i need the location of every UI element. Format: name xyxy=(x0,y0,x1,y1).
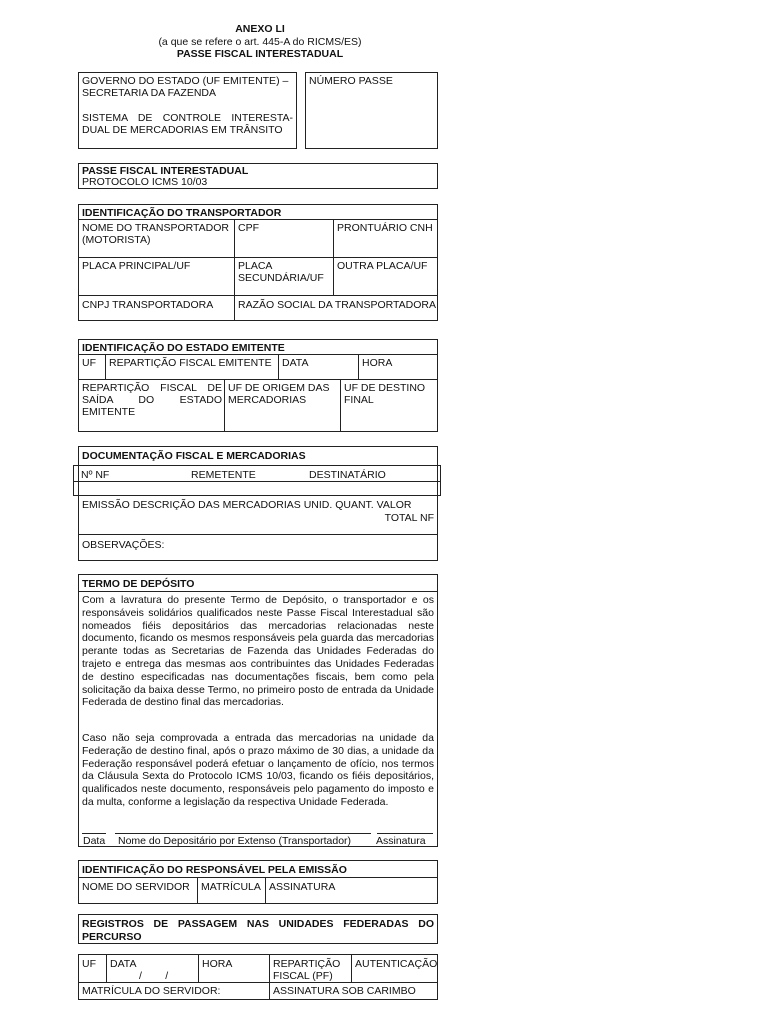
servidor-assinatura-field[interactable]: ASSINATURA xyxy=(269,881,336,893)
annex-subtitle: (a que se refere o art. 445-A do RICMS/ES) xyxy=(158,36,362,48)
protocolo-label: PROTOCOLO ICMS 10/03 xyxy=(82,176,208,188)
registros-section xyxy=(78,914,438,944)
governo-box xyxy=(78,72,297,149)
nome-transportador-field[interactable]: NOME DO TRANSPORTADOR (MOTORISTA) xyxy=(82,222,230,246)
registro-autenticacao-field[interactable]: AUTENTICAÇÃO xyxy=(355,958,438,970)
emitente-section xyxy=(78,339,438,432)
governo-text: GOVERNO DO ESTADO (UF EMITENTE) – SECRETARIA DA FAZENDA xyxy=(82,75,289,99)
passe-fiscal-section xyxy=(78,163,438,189)
outra-placa-field[interactable]: OUTRA PLACA/UF xyxy=(337,260,428,272)
hora-field[interactable]: HORA xyxy=(362,357,393,369)
documentacao-title: DOCUMENTAÇÃO FISCAL E MERCADORIAS xyxy=(82,450,306,462)
document-name: PASSE FISCAL INTERESTADUAL xyxy=(176,48,344,60)
transportador-title: IDENTIFICAÇÃO DO TRANSPORTADOR xyxy=(82,207,282,219)
reparticao-emitente-field[interactable]: REPARTIÇÃO FISCAL EMITENTE xyxy=(109,357,272,369)
servidor-nome-field[interactable]: NOME DO SERVIDOR xyxy=(82,881,190,893)
signature-assinatura-label: Assinatura xyxy=(376,835,426,847)
placa-secundaria-field[interactable]: PLACA SECUNDÁRIA/UF xyxy=(238,260,324,284)
termo-section xyxy=(78,574,438,847)
registro-hora-field[interactable]: HORA xyxy=(202,958,233,970)
termo-paragraph-1: Com a lavratura do presente Termo de Depósito, o transportador e os responsáveis solidários qualificados neste Passe Fiscal Interestadual são nomeados fiéis depositários das mercadorias relacionadas neste documento, ficando os mesmos responsáveis pela guarda das mercadorias perante todas as Secretarias de Fazenda das Unidades Federadas do trajeto e entrega das mesmas aos contribuintes das Unidades Federadas de destino especificadas nas documentações fiscais, bem como pela solicitação da baixa desse Termo, no primeiro posto de entrada da Unidade Federada de destino final das mercadorias. xyxy=(82,594,434,709)
registro-matricula-field[interactable]: MATRÍCULA DO SERVIDOR: xyxy=(82,985,221,997)
uf-origem-field[interactable]: UF DE ORIGEM DAS MERCADORIAS xyxy=(228,382,330,406)
emitente-title: IDENTIFICAÇÃO DO ESTADO EMITENTE xyxy=(82,342,285,354)
servidor-matricula-field[interactable]: MATRÍCULA xyxy=(201,881,261,893)
uf-destino-field[interactable]: UF DE DESTINO FINAL xyxy=(344,382,426,406)
termo-title: TERMO DE DEPÓSITO xyxy=(82,578,195,590)
data-field[interactable]: DATA xyxy=(282,357,309,369)
documentacao-section xyxy=(78,446,438,561)
registros-title: REGISTROS DE PASSAGEM NAS UNIDADES FEDERADAS DO PERCURSO xyxy=(82,918,434,943)
remetente-label[interactable]: REMETENTE xyxy=(191,469,256,481)
transportador-section xyxy=(78,204,438,321)
responsavel-title: IDENTIFICAÇÃO DO RESPONSÁVEL PELA EMISSÃO xyxy=(82,864,347,876)
placa-principal-field[interactable]: PLACA PRINCIPAL/UF xyxy=(82,260,191,272)
numero-passe-box[interactable] xyxy=(305,72,438,149)
signature-nome-label: Nome do Depositário por Extenso (Transportador) xyxy=(118,835,352,847)
emissao-header: EMISSÃO DESCRIÇÃO DAS MERCADORIAS UNID. QUANT. VALOR xyxy=(82,499,412,511)
nf-label[interactable]: Nº NF xyxy=(81,469,110,481)
reparticao-saida-field[interactable]: REPARTIÇÃO FISCAL DE SAÍDA DO ESTADO EMITENTE xyxy=(82,382,222,418)
nf-row xyxy=(73,465,441,496)
cnh-field[interactable]: PRONTUÁRIO CNH xyxy=(337,222,433,234)
registro-reparticao-field[interactable]: REPARTIÇÃO FISCAL (PF) xyxy=(273,958,341,982)
total-nf-header: TOTAL NF xyxy=(384,512,434,524)
registro-assinatura-field[interactable]: ASSINATURA SOB CARIMBO xyxy=(273,985,416,997)
responsavel-section xyxy=(78,860,438,904)
registro-uf-field[interactable]: UF xyxy=(82,958,96,970)
registro-data-field[interactable]: DATA xyxy=(110,958,137,970)
annex-title: ANEXO LI xyxy=(235,23,285,35)
cnpj-field[interactable]: CNPJ TRANSPORTADORA xyxy=(82,299,214,311)
razao-social-field[interactable]: RAZÃO SOCIAL DA TRANSPORTADORA xyxy=(238,299,436,311)
cpf-field[interactable]: CPF xyxy=(238,222,259,234)
uf-field[interactable]: UF xyxy=(82,357,96,369)
termo-paragraph-2: Caso não seja comprovada a entrada das mercadorias na unidade da Federação de destino final, após o prazo máximo de 30 dias, a unidade da Federação responsável poderá efetuar o lançamento de ofício, nos termos da Cláusula Sexta do Protocolo ICMS 10/03, ficando os fiéis depositários, qualificados neste documento, responsáveis pelo pagamento do imposto e da multa, conforme a legislação da respectiva Unidade Federada. xyxy=(82,732,434,808)
numero-passe-label: NÚMERO PASSE xyxy=(309,75,393,87)
destinatario-label[interactable]: DESTINATÁRIO xyxy=(309,469,386,481)
passe-fiscal-title: PASSE FISCAL INTERESTADUAL xyxy=(82,165,249,177)
signature-data-label: Data xyxy=(83,835,106,847)
sistema-text: SISTEMA DE CONTROLE INTERESTA-DUAL DE MERCADORIAS EM TRÂNSITO xyxy=(82,112,293,136)
observacoes-field[interactable]: OBSERVAÇÕES: xyxy=(82,539,165,551)
registros-table xyxy=(78,954,438,1000)
registro-data-slashes: / / xyxy=(139,970,169,982)
